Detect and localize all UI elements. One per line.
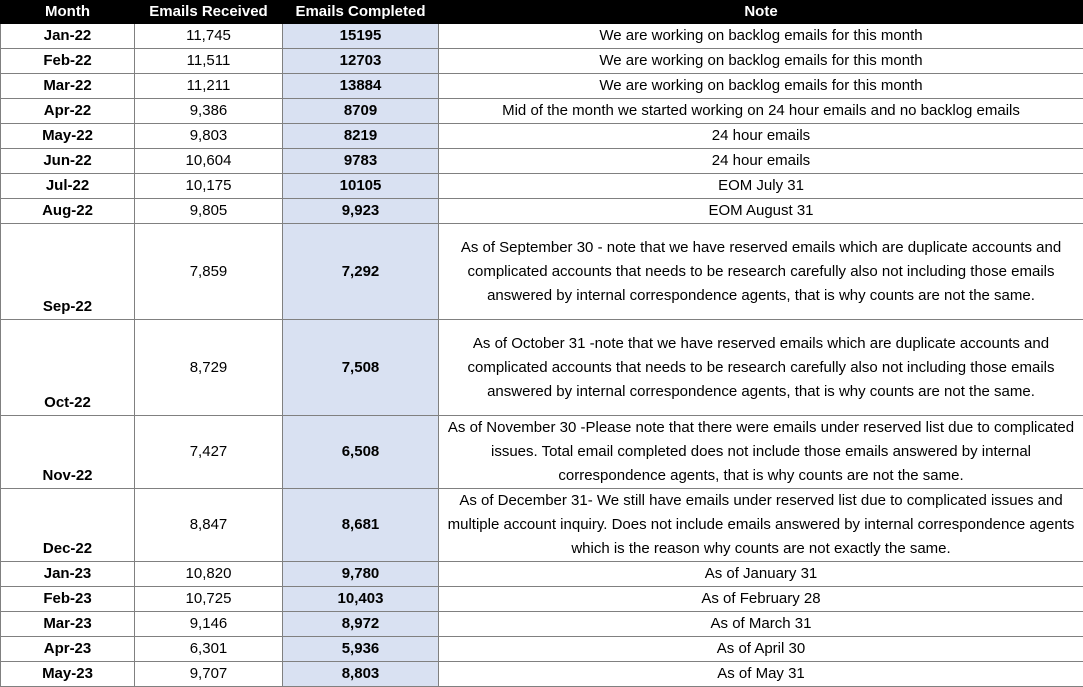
table-row [1,224,1083,320]
month-cell[interactable]: Feb-22 [1,49,135,74]
table-row [1,320,1083,416]
emails-completed-cell[interactable]: 8,803 [283,662,439,687]
note-cell[interactable]: We are working on backlog emails for this month [439,74,1083,99]
month-cell[interactable]: Mar-23 [1,612,135,637]
table-row [1,24,1083,49]
month-cell[interactable]: Apr-23 [1,637,135,662]
emails-received-cell[interactable]: 6,301 [135,637,283,662]
month-cell[interactable]: Jan-22 [1,24,135,49]
table-row [1,74,1083,99]
emails-received-cell[interactable]: 10,604 [135,149,283,174]
note-cell[interactable]: As of September 30 - note that we have reserved emails which are duplicate accounts and complicated accounts that needs to be research carefully also not including those emails answered by internal correspondence agents, that is why counts are not the same. [439,224,1083,320]
month-cell[interactable]: Feb-23 [1,587,135,612]
month-cell[interactable]: Aug-22 [1,199,135,224]
table-row [1,612,1083,637]
header-emails-completed[interactable]: Emails Completed [283,1,439,24]
table-row [1,562,1083,587]
emails-completed-cell[interactable]: 8,681 [283,489,439,562]
header-month[interactable]: Month [1,1,135,24]
emails-completed-cell[interactable]: 6,508 [283,416,439,489]
note-cell[interactable]: As of April 30 [439,637,1083,662]
emails-completed-cell[interactable]: 8,972 [283,612,439,637]
emails-completed-cell[interactable]: 9783 [283,149,439,174]
table-row [1,174,1083,199]
table-row [1,416,1083,489]
emails-completed-cell[interactable]: 15195 [283,24,439,49]
note-cell[interactable]: As of December 31- We still have emails under reserved list due to complicated issues and multiple account inquiry. Does not include emails answered by internal correspondence agents which is the reason why counts are not exactly the same. [439,489,1083,562]
month-cell[interactable]: Jul-22 [1,174,135,199]
note-cell[interactable]: As of February 28 [439,587,1083,612]
header-note[interactable]: Note [439,1,1083,24]
emails-received-cell[interactable]: 9,386 [135,99,283,124]
emails-received-cell[interactable]: 11,211 [135,74,283,99]
note-cell[interactable]: EOM July 31 [439,174,1083,199]
emails-received-cell[interactable]: 8,729 [135,320,283,416]
note-cell[interactable]: As of May 31 [439,662,1083,687]
note-cell[interactable]: 24 hour emails [439,124,1083,149]
emails-completed-cell[interactable]: 7,508 [283,320,439,416]
month-cell[interactable]: Sep-22 [1,224,135,320]
table-row [1,49,1083,74]
emails-received-cell[interactable]: 9,803 [135,124,283,149]
emails-completed-cell[interactable]: 8219 [283,124,439,149]
month-cell[interactable]: Apr-22 [1,99,135,124]
emails-completed-cell[interactable]: 5,936 [283,637,439,662]
note-cell[interactable]: EOM August 31 [439,199,1083,224]
month-cell[interactable]: Nov-22 [1,416,135,489]
table-row [1,99,1083,124]
emails-received-cell[interactable]: 10,820 [135,562,283,587]
emails-completed-cell[interactable]: 12703 [283,49,439,74]
emails-completed-cell[interactable]: 10105 [283,174,439,199]
emails-completed-cell[interactable]: 9,923 [283,199,439,224]
emails-received-cell[interactable]: 11,511 [135,49,283,74]
emails-completed-cell[interactable]: 8709 [283,99,439,124]
emails-received-cell[interactable]: 8,847 [135,489,283,562]
emails-received-cell[interactable]: 10,725 [135,587,283,612]
table-row [1,199,1083,224]
month-cell[interactable]: Oct-22 [1,320,135,416]
table-row [1,637,1083,662]
note-cell[interactable]: As of January 31 [439,562,1083,587]
month-cell[interactable]: May-23 [1,662,135,687]
table-row [1,662,1083,687]
emails-received-cell[interactable]: 9,805 [135,199,283,224]
header-emails-received[interactable]: Emails Received [135,1,283,24]
emails-completed-cell[interactable]: 10,403 [283,587,439,612]
emails-received-cell[interactable]: 9,146 [135,612,283,637]
note-cell[interactable]: We are working on backlog emails for this month [439,49,1083,74]
note-cell[interactable]: As of October 31 -note that we have reserved emails which are duplicate accounts and complicated accounts that needs to be research carefully also not including those emails answered by internal correspondence agents, that is why counts are not the same. [439,320,1083,416]
emails-received-cell[interactable]: 7,859 [135,224,283,320]
note-cell[interactable]: As of November 30 -Please note that there were emails under reserved list due to complicated issues. Total email completed does not include those emails answered by internal correspondence agents, that is why counts are not the same. [439,416,1083,489]
month-cell[interactable]: Mar-22 [1,74,135,99]
emails-completed-cell[interactable]: 13884 [283,74,439,99]
table-row [1,489,1083,562]
header-row [1,1,1083,24]
month-cell[interactable]: Jun-22 [1,149,135,174]
month-cell[interactable]: Jan-23 [1,562,135,587]
table-row [1,124,1083,149]
emails-received-cell[interactable]: 10,175 [135,174,283,199]
note-cell[interactable]: We are working on backlog emails for this month [439,24,1083,49]
table-row [1,587,1083,612]
note-cell[interactable]: As of March 31 [439,612,1083,637]
month-cell[interactable]: Dec-22 [1,489,135,562]
note-cell[interactable]: 24 hour emails [439,149,1083,174]
month-cell[interactable]: May-22 [1,124,135,149]
emails-received-cell[interactable]: 11,745 [135,24,283,49]
emails-completed-cell[interactable]: 9,780 [283,562,439,587]
emails-received-cell[interactable]: 7,427 [135,416,283,489]
emails-received-cell[interactable]: 9,707 [135,662,283,687]
note-cell[interactable]: Mid of the month we started working on 24 hour emails and no backlog emails [439,99,1083,124]
emails-completed-cell[interactable]: 7,292 [283,224,439,320]
table-row [1,149,1083,174]
